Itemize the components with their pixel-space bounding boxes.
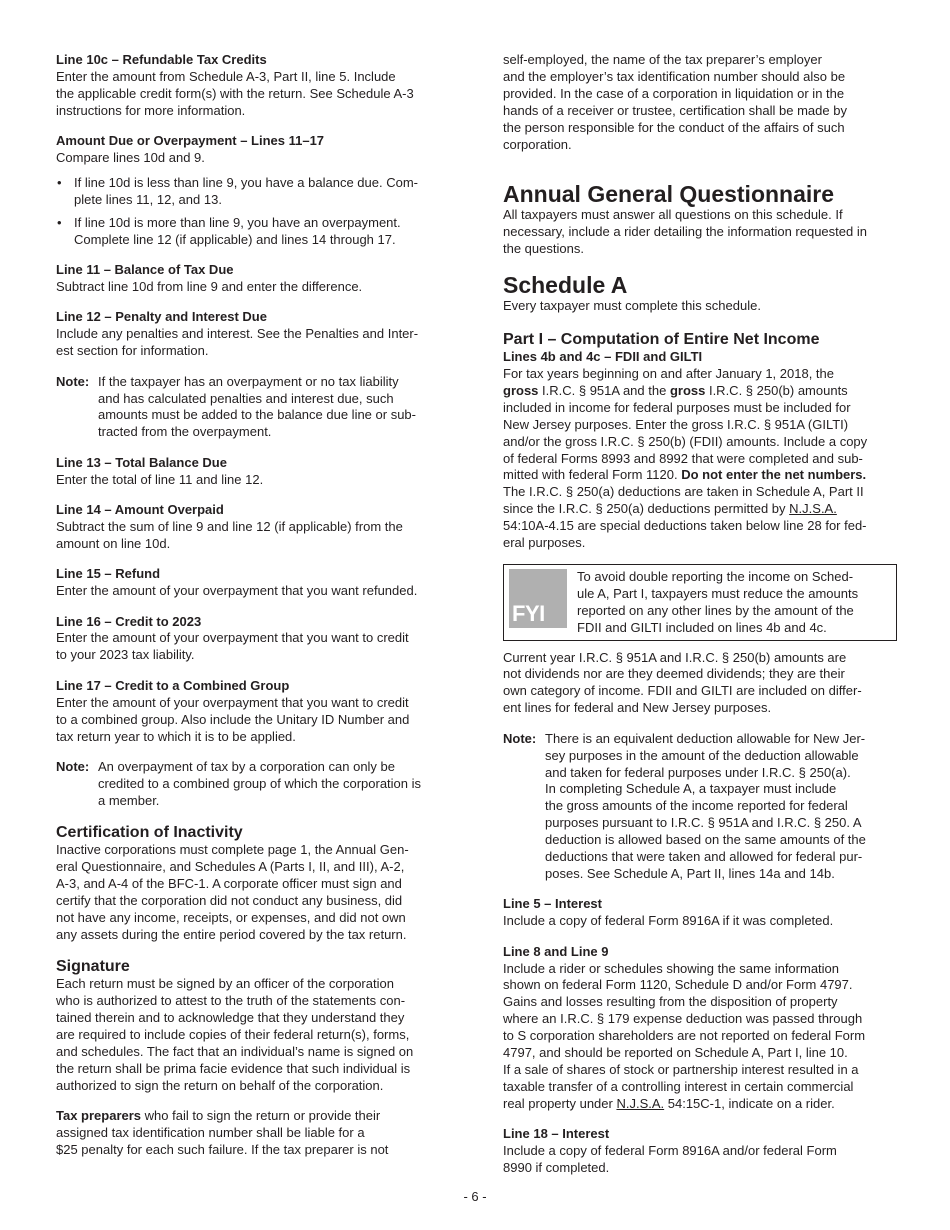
text-line-8-9 bbox=[503, 961, 897, 1113]
section-line-13 bbox=[56, 455, 450, 489]
text-current-year: Current year I.R.C. § 951A and I.R.C. § 250(b) amounts are not dividends nor are they deemed dividends; they are their own category of income. FDII and GILTI are included on differ- ent lines for federal and New Jersey purposes. bbox=[503, 649, 862, 716]
section-line-18 bbox=[503, 1126, 897, 1177]
heading-line-5: Line 5 – Interest bbox=[503, 896, 602, 912]
text-line-13: Enter the total of line 11 and line 12. bbox=[56, 471, 264, 487]
heading-line-16: Line 16 – Credit to 2023 bbox=[56, 613, 202, 629]
heading-line-11: Line 11 – Balance of Tax Due bbox=[56, 262, 234, 278]
text-run: I.R.C. § 250(b) amounts included in income for federal purposes must be included for New Jersey purposes. Enter the gross I.R.C. § 951A (GILTI) and/or the gross I.R.C. § 250(b) (FDII) amounts. Include a copy of federal Forms 8993 and 8992 that were completed and sub- mitted with federal Form 1120. bbox=[503, 382, 868, 483]
bullet-item: • If line 10d is more than line 9, you have an overpayment. Complete line 12 (if applicable) and lines 14 through 17. bbox=[56, 215, 450, 249]
text-run: 54:10A-4.15 are special deductions taken below line 28 for fed- eral purposes. bbox=[503, 518, 867, 551]
fyi-icon bbox=[509, 569, 567, 628]
text-run: The I.R.C. § 250(a) deductions are taken in Schedule A, Part II since the I.R.C. § 250(a) deductions permitted by bbox=[503, 484, 864, 517]
text-schedule-a: Every taxpayer must complete this schedule. bbox=[503, 298, 761, 314]
text-annual-general-questionnaire: All taxpayers must answer all questions on this schedule. If necessary, include a rider detailing the information requested in the questions. bbox=[503, 207, 867, 257]
text-line-5: Include a copy of federal Form 8916A if it was completed. bbox=[503, 913, 834, 929]
bullet-item: • If line 10d is less than line 9, you have a balance due. Com- plete lines 11, 12, and 13. bbox=[56, 175, 450, 209]
section-lines-11-17 bbox=[56, 133, 450, 248]
bold-run: Do not enter the net numbers. bbox=[681, 467, 867, 483]
section-signature bbox=[56, 957, 450, 1094]
note-line-17 bbox=[56, 759, 450, 810]
section-line-12 bbox=[56, 309, 450, 360]
underlined-run: N.J.S.A. bbox=[789, 501, 837, 517]
section-line-10c bbox=[56, 52, 450, 120]
heading-lines-11-17: Amount Due or Overpayment – Lines 11–17 bbox=[56, 133, 325, 149]
text-run: 54:15C-1, indicate on a rider. bbox=[664, 1095, 835, 1111]
text-line-14: Subtract the sum of line 9 and line 12 (if applicable) from the amount on line 10d. bbox=[56, 518, 403, 551]
text-line-16: Enter the amount of your overpayment that you want to credit to your 2023 tax liability. bbox=[56, 630, 409, 663]
bold-run: gross bbox=[669, 382, 706, 398]
note-schedule-a bbox=[503, 731, 897, 883]
section-line-11 bbox=[56, 262, 450, 296]
text-line-15: Enter the amount of your overpayment that you want refunded. bbox=[56, 583, 418, 599]
heading-annual-general-questionnaire: Annual General Questionnaire bbox=[503, 181, 835, 208]
fyi-icon-label: FYI bbox=[512, 600, 545, 626]
heading-line-18: Line 18 – Interest bbox=[503, 1126, 610, 1142]
subheading-lines-4b-4c: Lines 4b and 4c – FDII and GILTI bbox=[503, 349, 703, 365]
fyi-box bbox=[503, 564, 897, 641]
note-label: Note: bbox=[56, 758, 90, 774]
section-line-14 bbox=[56, 502, 450, 553]
bullet-list bbox=[56, 175, 450, 249]
heading-signature: Signature bbox=[56, 958, 130, 976]
text-line-12: Include any penalties and interest. See the Penalties and Inter- est section for information. bbox=[56, 326, 419, 359]
text-certification: Inactive corporations must complete page 1, the Annual Gen- eral Questionnaire, and Schedules A (Parts I, II, and III), A-2, A-3, and A-4 of the BFC-1. A corporate officer must sign and certify that the corporation did not conduct any business, did not have any income, receipts, or expenses, and did not own any assets during the entire period covered by the tax return. bbox=[56, 842, 409, 942]
text-run: For tax years beginning on and after January 1, 2018, the bbox=[503, 365, 834, 381]
text-line-10c: Enter the amount from Schedule A-3, Part II, line 5. Include the applicable credit form(s) with the return. See Schedule A-3 instructions for more information. bbox=[56, 68, 414, 118]
text-lines-4b-4c bbox=[503, 366, 897, 552]
note-line-12 bbox=[56, 374, 450, 442]
text-run: I.R.C. § 951A and the bbox=[538, 382, 670, 398]
tax-preparers-text: who fail to sign the return or provide their assigned tax identification number shall be liable for a $25 penalty for each such failure. If the tax preparer is not bbox=[56, 1107, 389, 1157]
tax-preparers-bold: Tax preparers bbox=[56, 1107, 142, 1123]
left-column bbox=[56, 52, 450, 1159]
text-preparer-continued: self-employed, the name of the tax preparer’s employer and the employer’s tax identification number should also be provided. In the case of a corporation in liquidation or in the hands of a receiver or trustee, certification shall be made by the person responsible for the conduct of the affairs of such corporation. bbox=[503, 52, 847, 152]
heading-line-17: Line 17 – Credit to a Combined Group bbox=[56, 677, 290, 693]
heading-line-12: Line 12 – Penalty and Interest Due bbox=[56, 309, 267, 325]
heading-line-13: Line 13 – Total Balance Due bbox=[56, 454, 227, 470]
text-run: Include a rider or schedules showing the same information shown on federal Form 1120, Schedule D and/or Form 4797. Gains and losses resulting from the disposition of property where an I.R.C. § 179 expense deduction was passed through to S corporation shareholders are not reported on federal Form 4797, and should be reported on Schedule A, Part I, line 10. If a sale of shares of stock or partnership interest resulted in a taxable transfer of a controlling interest in certain commercial real property under bbox=[503, 960, 866, 1111]
heading-part-1: Part I – Computation of Entire Net Income bbox=[503, 331, 820, 349]
text-tax-preparers bbox=[56, 1108, 450, 1159]
heading-line-10c: Line 10c – Refundable Tax Credits bbox=[56, 52, 267, 67]
text-signature: Each return must be signed by an officer of the corporation who is authorized to attest to the truth of the statements con- tained therein and to acknowledge that they understand they are required to include copies of their federal return(s), forms, and schedules. The fact that an individual’s name is signed on the return shall be prima facie evidence that such individual is authorized to sign the return on behalf of the corporation. bbox=[56, 976, 414, 1093]
text-line-18: Include a copy of federal Form 8916A and/or federal Form 8990 if completed. bbox=[503, 1143, 837, 1176]
section-line-17 bbox=[56, 678, 450, 746]
text-line-17: Enter the amount of your overpayment that you want to credit to a combined group. Also include the Unitary ID Number and tax return year to which it is to be applied. bbox=[56, 694, 410, 744]
note-label: Note: bbox=[503, 730, 537, 746]
note-text: There is an equivalent deduction allowable for New Jer- sey purposes in the amount of the deduction allowable and taken for federal purposes under I.R.C. § 250(a). In completing Schedule A, a taxpayer must include the gross amounts of the income reported for federal purposes pursuant to I.R.C. § 951A and I.R.C. § 250. A deduction is allowed based on the same amounts of the deductions that were taken and allowed for federal pur- poses. See Schedule A, Part II, lines 14a and 14b. bbox=[545, 730, 866, 881]
heading-line-14: Line 14 – Amount Overpaid bbox=[56, 502, 224, 518]
heading-schedule-a: Schedule A bbox=[503, 272, 628, 299]
fyi-text: To avoid double reporting the income on Sched- ule A, Part I, taxpayers must reduce the amounts reported on any other lines by the amount of the FDII and GILTI included on lines 4b and 4c. bbox=[577, 568, 859, 635]
section-line-16 bbox=[56, 614, 450, 665]
section-certification bbox=[56, 823, 450, 943]
section-line-15 bbox=[56, 566, 450, 600]
note-text: If the taxpayer has an overpayment or no tax liability and has calculated penalties and interest due, such amounts must be added to the balance due line or sub- tracted from the overpayment. bbox=[98, 373, 416, 440]
section-line-5 bbox=[503, 896, 897, 930]
right-column bbox=[503, 52, 897, 1190]
text-line-11: Subtract line 10d from line 9 and enter the difference. bbox=[56, 278, 363, 294]
note-label: Note: bbox=[56, 373, 90, 389]
underlined-run: N.J.S.A. bbox=[616, 1095, 665, 1111]
text-lines-11-17: Compare lines 10d and 9. bbox=[56, 150, 205, 166]
page-number: - 6 - bbox=[463, 1189, 487, 1204]
heading-line-15: Line 15 – Refund bbox=[56, 566, 161, 582]
note-text: An overpayment of tax by a corporation can only be credited to a combined group of which the corporation is a member. bbox=[98, 758, 422, 808]
heading-line-8-9: Line 8 and Line 9 bbox=[503, 943, 609, 959]
section-line-8-9 bbox=[503, 944, 897, 1113]
bold-run: gross bbox=[503, 382, 539, 398]
heading-certification: Certification of Inactivity bbox=[56, 824, 243, 842]
